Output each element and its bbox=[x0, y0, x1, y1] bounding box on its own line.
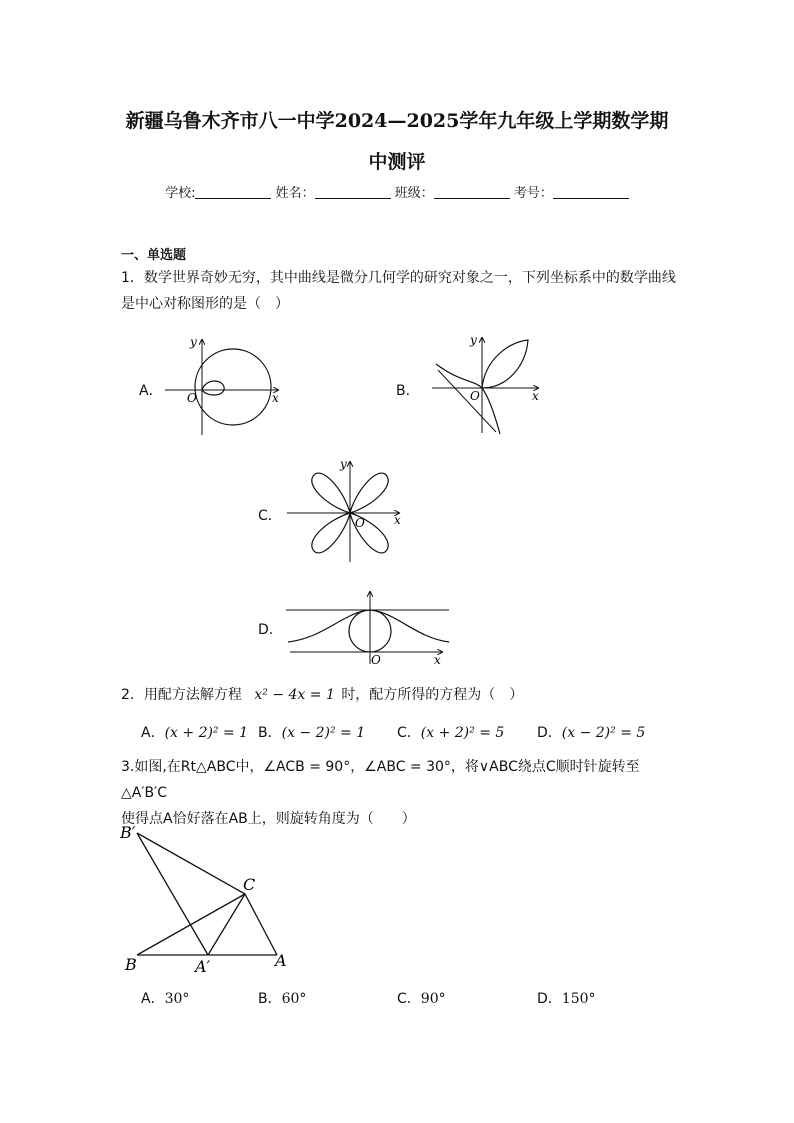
origin-label: O bbox=[470, 389, 480, 403]
q2-equation: x² − 4x = 1 bbox=[254, 687, 335, 703]
y-label: y bbox=[470, 333, 477, 347]
section-heading: 一、单选题 bbox=[121, 248, 187, 263]
q1-figure-b bbox=[430, 330, 545, 438]
q2-option-b-expr: (x − 2)² = 1 bbox=[281, 725, 366, 741]
q2-option-b[interactable] bbox=[258, 722, 365, 742]
student-info-row bbox=[0, 182, 794, 201]
q2-stem-pre: 2．用配方法解方程 bbox=[121, 687, 242, 703]
school-blank[interactable] bbox=[195, 186, 271, 199]
name-label: 姓名： bbox=[275, 186, 315, 201]
q1-figure-c bbox=[285, 458, 405, 566]
y-label: y bbox=[340, 458, 347, 471]
q3-option-c-value: 90° bbox=[420, 991, 446, 1007]
petal-2 bbox=[350, 473, 388, 513]
label-a: A bbox=[275, 951, 287, 970]
asymptote bbox=[438, 370, 496, 432]
x-label: x bbox=[394, 513, 401, 527]
q3-option-d-label: D． bbox=[537, 991, 562, 1007]
q2-stem-post: 时，配方所得的方程为（ ） bbox=[341, 687, 524, 703]
curve-outer bbox=[195, 349, 271, 425]
q2-option-c[interactable] bbox=[397, 722, 504, 742]
segment-b-c bbox=[137, 894, 245, 955]
triangle-a-prime-b-prime-c bbox=[137, 833, 245, 955]
curve-branch bbox=[436, 364, 500, 434]
q3-stem-line1: 3.如图,在Rt△ABC中，∠ACB = 90°，∠ABC = 30°，将∨ABC绕点C顺时针旋转至△A′B′C bbox=[121, 759, 640, 801]
label-a-prime: A′ bbox=[195, 957, 211, 976]
q1-option-b-label[interactable]: B． bbox=[396, 383, 420, 399]
label-b-prime: B′ bbox=[120, 823, 136, 842]
q1-stem bbox=[121, 265, 681, 317]
class-blank[interactable] bbox=[434, 186, 510, 199]
curve-leaf bbox=[482, 340, 528, 388]
q1-stem-line2: 是中心对称图形的是（ ） bbox=[121, 296, 289, 312]
origin-label: O bbox=[371, 653, 381, 666]
x-label: x bbox=[272, 391, 279, 405]
q3-option-a[interactable] bbox=[141, 988, 189, 1008]
q3-option-d[interactable] bbox=[537, 988, 596, 1008]
label-c: C bbox=[243, 875, 256, 894]
q1-stem-line1: 1．数学世界奇妙无穷，其中曲线是微分几何学的研究对象之一，下列坐标系中的数学曲线 bbox=[121, 270, 676, 286]
q2-option-a-expr: (x + 2)² = 1 bbox=[164, 725, 249, 741]
exam-no-label: 考号： bbox=[513, 186, 553, 201]
q3-option-c-label: C． bbox=[397, 991, 421, 1007]
petal-3 bbox=[312, 513, 350, 553]
q3-option-a-value: 30° bbox=[164, 991, 190, 1007]
school-label: 学校: bbox=[165, 186, 196, 201]
class-label: 班级： bbox=[394, 186, 434, 201]
q3-stem-line2: 使得点A恰好落在AB上，则旋转角度为（ ） bbox=[121, 811, 416, 827]
q2-option-c-expr: (x + 2)² = 5 bbox=[420, 725, 505, 741]
agnesi-curve bbox=[288, 610, 449, 642]
page-title-line2: 中测评 bbox=[368, 151, 426, 173]
q2-stem bbox=[121, 682, 523, 708]
q1-option-a-label[interactable]: A． bbox=[139, 383, 163, 399]
q1-option-d-label[interactable]: D． bbox=[258, 622, 283, 638]
curve-inner-loop bbox=[202, 381, 224, 395]
name-blank[interactable] bbox=[315, 186, 391, 199]
q1-option-c-label[interactable]: C． bbox=[258, 508, 282, 524]
petal-1 bbox=[312, 473, 350, 513]
q3-option-d-value: 150° bbox=[561, 991, 596, 1007]
q1-figure-d bbox=[284, 590, 454, 666]
q2-option-a[interactable] bbox=[141, 722, 248, 742]
y-label: y bbox=[190, 335, 197, 349]
q2-option-d-expr: (x − 2)² = 5 bbox=[561, 725, 646, 741]
q3-option-c[interactable] bbox=[397, 988, 446, 1008]
q1-figure-a bbox=[160, 332, 285, 437]
q3-figure bbox=[115, 818, 300, 978]
q2-option-a-label: A． bbox=[141, 725, 165, 741]
label-b: B bbox=[125, 955, 137, 974]
origin-label: O bbox=[355, 516, 365, 530]
q3-option-a-label: A． bbox=[141, 991, 165, 1007]
segment-b-prime-a-prime bbox=[137, 833, 208, 955]
exam-no-blank[interactable] bbox=[553, 186, 629, 199]
page-title-line1: 新疆乌鲁木齐市八一中学2024—2025学年九年级上学期数学期 bbox=[125, 110, 669, 132]
q3-option-b-value: 60° bbox=[281, 991, 307, 1007]
x-label: x bbox=[434, 653, 441, 666]
q3-option-b-label: B． bbox=[258, 991, 282, 1007]
x-label: x bbox=[532, 389, 539, 403]
q3-option-b[interactable] bbox=[258, 988, 306, 1008]
segment-c-a bbox=[245, 894, 277, 955]
q2-option-d[interactable] bbox=[537, 722, 645, 742]
q2-option-c-label: C． bbox=[397, 725, 421, 741]
q2-option-b-label: B． bbox=[258, 725, 282, 741]
origin-label: O bbox=[187, 391, 197, 405]
q2-option-d-label: D． bbox=[537, 725, 562, 741]
